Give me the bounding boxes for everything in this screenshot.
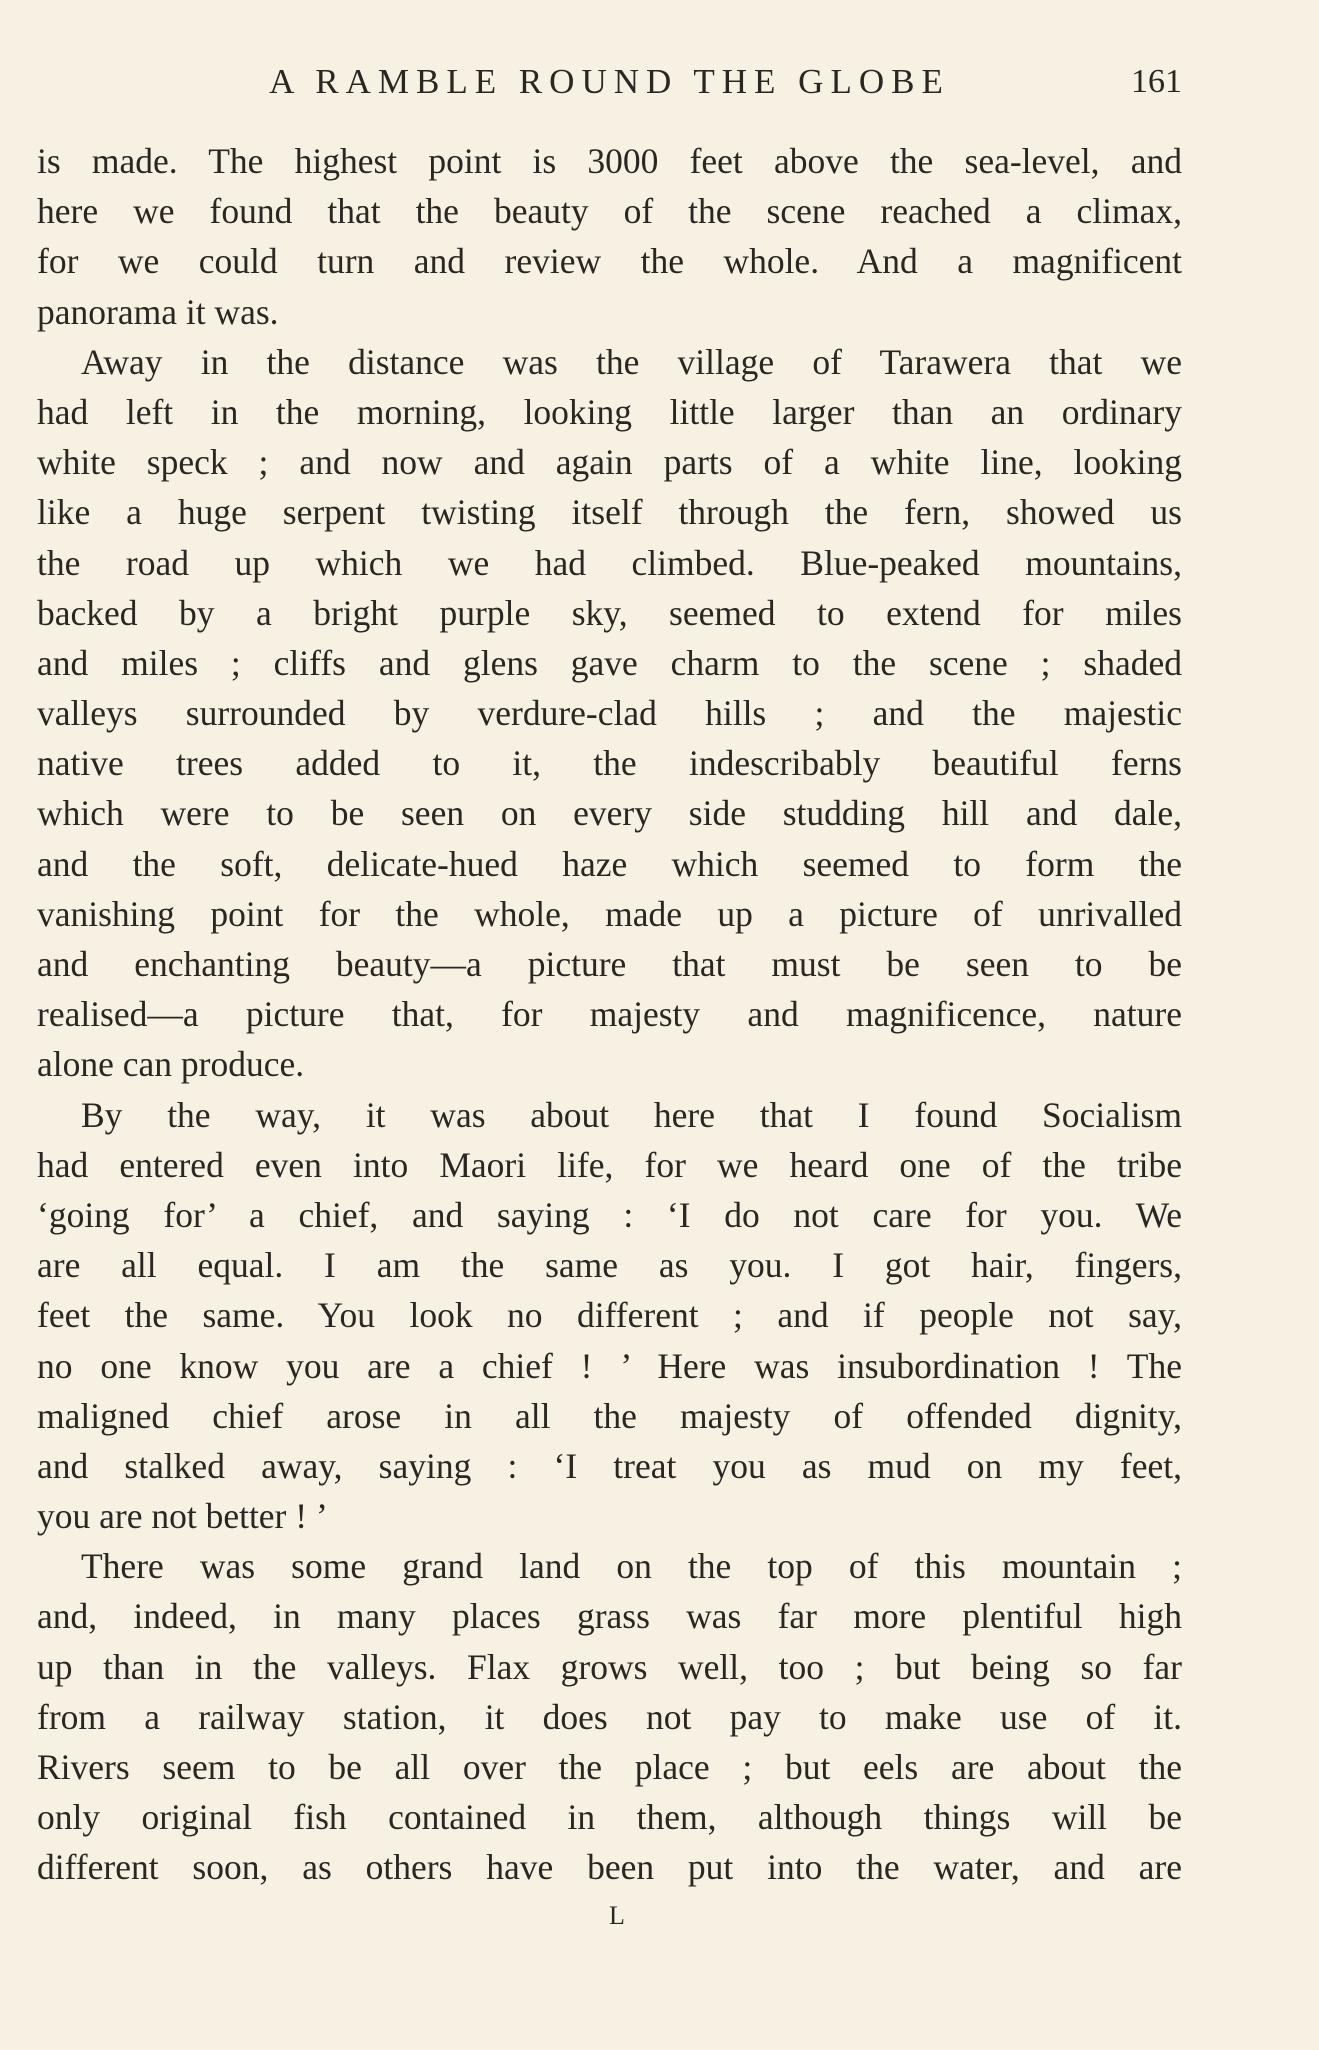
text-line: are all equal. I am the same as you. I got hair, fingers,	[37, 1245, 1182, 1286]
text-line: you are not better ! ’	[37, 1496, 328, 1537]
text-line: had left in the morning, looking little larger than an ordinary	[37, 391, 1182, 432]
text-line: panorama it was.	[37, 291, 279, 332]
text-line: from a railway station, it does not pay to make use of it.	[37, 1696, 1182, 1737]
text-line: ‘going for’ a chief, and saying : ‘I do not care for you. We	[37, 1194, 1182, 1235]
text-line: is made. The highest point is 3000 feet above the sea-level, and	[37, 141, 1182, 181]
text-line: realised—a picture that, for majesty and magnificence, nature	[37, 994, 1182, 1035]
text-line: for we could turn and review the whole. And a magnificent	[37, 241, 1182, 282]
text-line: white speck ; and now and again parts of a white line, looking	[37, 442, 1182, 483]
text-line: alone can produce.	[37, 1044, 305, 1085]
text-line: here we found that the beauty of the scene reached a climax,	[37, 191, 1182, 232]
text-line: Away in the distance was the village of Tarawera that we	[81, 341, 1182, 382]
paragraph-4	[37, 1541, 1182, 1892]
text-line: Rivers seem to be all over the place ; but eels are about the	[37, 1747, 1182, 1787]
text-line: backed by a bright purple sky, seemed to extend for miles	[37, 592, 1182, 633]
running-header	[37, 60, 1182, 104]
text-line: only original fish contained in them, although things will be	[37, 1797, 1182, 1838]
text-line: like a huge serpent twisting itself through the fern, showed us	[37, 492, 1182, 533]
text-line: feet the same. You look no different ; and if people not say,	[37, 1295, 1182, 1336]
signature-mark: L	[609, 1901, 626, 1930]
text-line: There was some grand land on the top of this mountain ;	[81, 1546, 1182, 1587]
text-line: and stalked away, saying : ‘I treat you as mud on my feet,	[37, 1445, 1182, 1486]
text-line: vanishing point for the whole, made up a picture of unrivalled	[37, 893, 1182, 934]
text-line: had entered even into Maori life, for we heard one of the tribe	[37, 1144, 1182, 1185]
text-line: By the way, it was about here that I found Socialism	[81, 1094, 1182, 1135]
paragraph-2	[37, 337, 1182, 1090]
text-line: which were to be seen on every side studding hill and dale,	[37, 793, 1182, 834]
text-line: and miles ; cliffs and glens gave charm to the scene ; shaded	[37, 642, 1182, 683]
paragraph-3	[37, 1090, 1182, 1542]
text-line: and the soft, delicate-hued haze which seemed to form the	[37, 843, 1182, 884]
text-line: and enchanting beauty—a picture that must be seen to be	[37, 944, 1182, 984]
text-line: maligned chief arose in all the majesty of offended dignity,	[37, 1395, 1182, 1436]
paragraph-1	[37, 136, 1182, 337]
body-text	[37, 136, 1182, 1893]
text-line: different soon, as others have been put into the water, and are	[37, 1847, 1182, 1888]
text-line: the road up which we had climbed. Blue-peaked mountains,	[37, 542, 1182, 583]
text-line: valleys surrounded by verdure-clad hills ; and the majestic	[37, 693, 1182, 734]
text-line: no one know you are a chief ! ’ Here was insubordination ! The	[37, 1345, 1182, 1386]
running-title: A RAMBLE ROUND THE GLOBE	[269, 62, 950, 101]
text-line: and, indeed, in many places grass was far more plentiful high	[37, 1596, 1182, 1637]
text-line: native trees added to it, the indescribably beautiful ferns	[37, 743, 1182, 784]
text-line: up than in the valleys. Flax grows well, too ; but being so far	[37, 1646, 1182, 1687]
page-number: 161	[1131, 63, 1182, 100]
